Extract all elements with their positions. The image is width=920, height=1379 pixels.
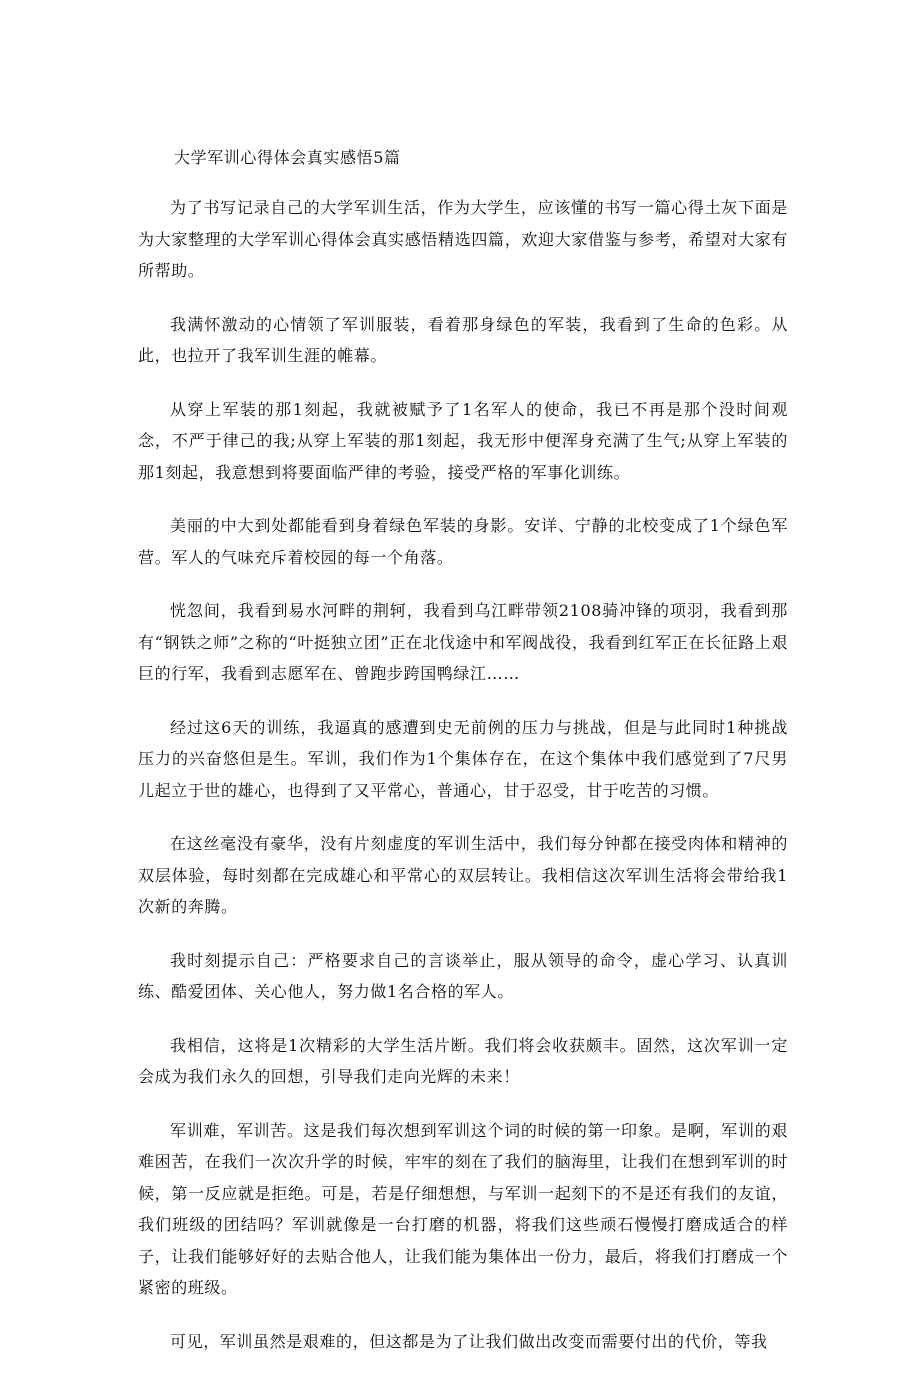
document-body [138,146,788,1379]
paragraph: 恍忽间，我看到易水河畔的荆轲，我看到乌江畔带领2108骑冲锋的项羽，我看到那有“钢铁之师”之称的“叶挺独立团”正在北伐途中和军阀战役，我看到红军正在长征路上艰巨的行军，我看到志愿军在、曾跑步跨国鸭绿江…… [138,601,788,683]
paragraph-truncated: 可见，军训虽然是艰难的，但这都是为了让我们做出改变而需要付出的代价，等我 [170,1331,768,1351]
paragraph: 从穿上军装的那1刻起，我就被赋予了1名军人的使命，我已不再是那个没时间观念，不严于律己的我;从穿上军装的那1刻起，我无形中便浑身充满了生气;从穿上军装的那1刻起，我意想到将要面临严律的考验，接受严格的军事化训练。 [138,399,788,482]
paragraph: 我时刻提示自己：严格要求自己的言谈举止，服从领导的命令，虚心学习、认真训练、酷爱团体、关心他人，努力做1名合格的军人。 [138,950,788,1001]
paragraph: 经过这6天的训练，我逼真的感遭到史无前例的压力与挑战，但是与此同时1种挑战压力的兴奋悠但是生。军训，我们作为1个集体存在，在这个集体中我们感觉到了7尺男儿起立于世的雄心，也得到了又平常心，普通心，甘于忍受，甘于吃苦的习惯。 [138,717,788,800]
document-title: 大学军训心得体会真实感悟5篇 [174,148,401,167]
paragraph: 美丽的中大到处都能看到身着绿色军装的身影。安详、宁静的北校变成了1个绿色军营。军人的气味充斥着校园的每一个角落。 [138,516,788,567]
paragraph: 我满怀激动的心情领了军训服装，看着那身绿色的军装，我看到了生命的色彩。从此，也拉开了我军训生涯的帷幕。 [138,314,788,365]
paragraph-intro: 为了书写记录自己的大学军训生活，作为大学生，应该懂的书写一篇心得土灰下面是为大家整理的大学军训心得体会真实感悟精选四篇，欢迎大家借鉴与参考，希望对大家有所帮助。 [138,198,788,280]
paragraph: 军训难，军训苦。这是我们每次想到军训这个词的时候的第一印象。是啊，军训的艰难困苦，在我们一次次升学的时候，牢牢的刻在了我们的脑海里，让我们在想到军训的时候，第一反应就是拒绝。可是，若是仔细想想，与军训一起刻下的不是还有我们的友谊，我们班级的团结吗？军训就像是一台打磨的机器，将我们这些顽石慢慢打磨成适合的样子，让我们能够好好的去贴合他人，让我们能为集体出一份力，最后，将我们打磨成一个紧密的班级。 [138,1120,788,1297]
paragraph: 我相信，这将是1次精彩的大学生活片断。我们将会收获颇丰。固然，这次军训一定会成为我们永久的回想，引导我们走向光辉的未来！ [138,1035,788,1086]
paragraph: 在这丝毫没有豪华，没有片刻虚度的军训生活中，我们每分钟都在接受肉体和精神的双层体验，每时刻都在完成雄心和平常心的双层转让。我相信这次军训生活将会带给我1次新的奔腾。 [138,834,788,916]
